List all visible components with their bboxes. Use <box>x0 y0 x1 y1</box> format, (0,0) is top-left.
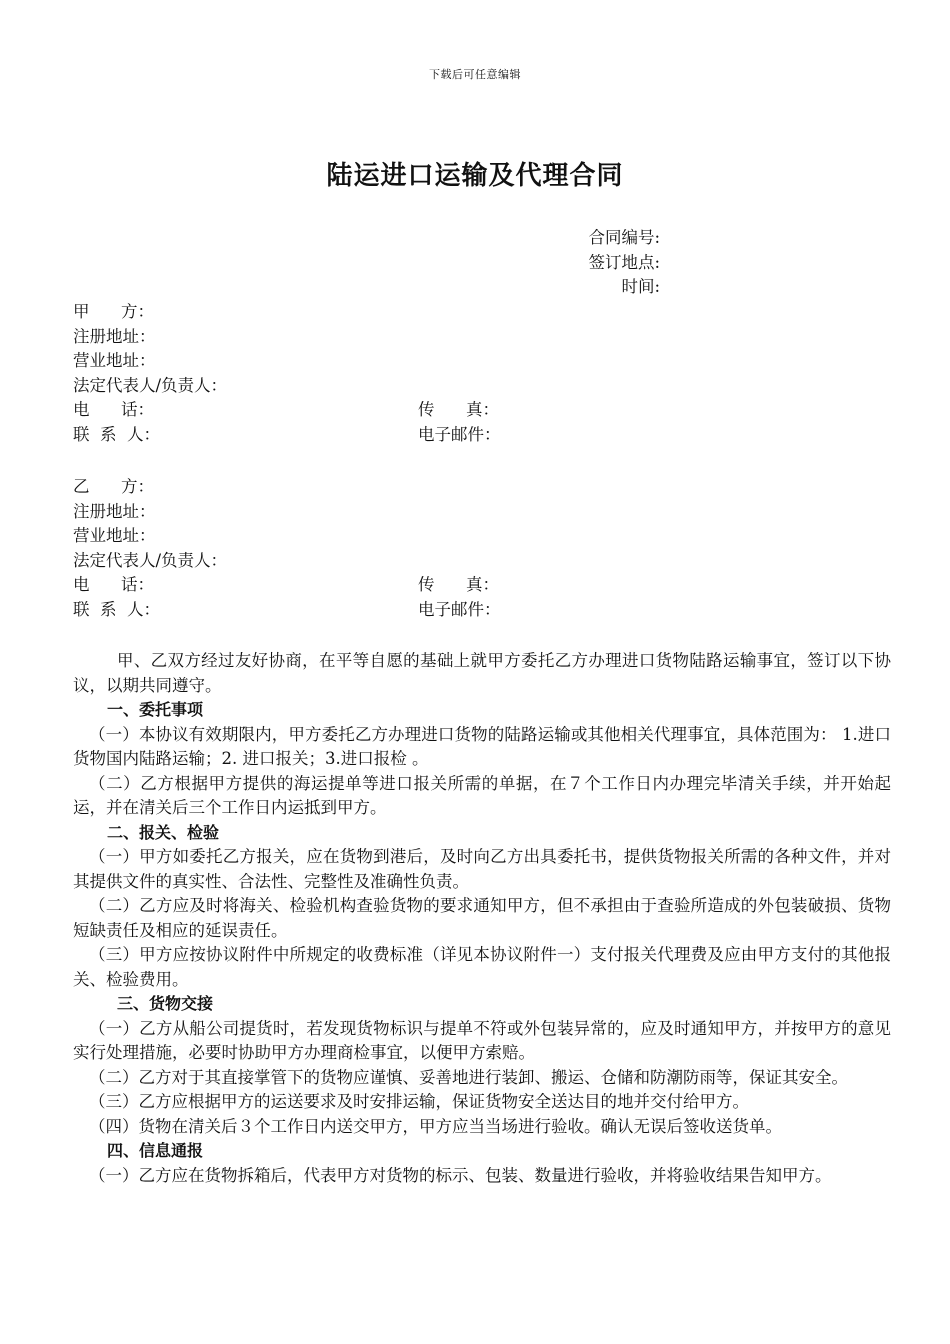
section-4-heading: 四、信息通报 <box>107 1141 204 1160</box>
party-a-email: 电子邮件： <box>418 424 501 444</box>
sign-place-label: 签订地点: <box>588 252 660 272</box>
section-1-clause-1: （一）本协议有效期限内，甲方委托乙方办理进口货物的陆路运输或其他相关代理事宜，具体范围为： 1.进口货物国内陆路运输；2. 进口报关；3.进口报检 。 <box>73 724 891 768</box>
party-b-block <box>73 475 533 622</box>
section-3-clause-2: （二）乙方对于其直接掌管下的货物应谨慎、妥善地进行装卸、搬运、仓储和防潮防雨等，保证其安全。 <box>89 1067 848 1087</box>
contract-body <box>73 649 891 1188</box>
contract-meta <box>560 226 660 300</box>
section-3-clause-3: （三）乙方应根据甲方的运送要求及时安排运输，保证货物安全送达目的地并交付给甲方。 <box>89 1092 749 1111</box>
party-a-reg-address: 注册地址： <box>73 326 156 346</box>
section-1-heading: 一、委托事项 <box>107 700 204 719</box>
section-2-clause-3: （三）甲方应按协议附件中所规定的收费标准（详见本协议附件一）支付报关代理费及应由甲方支付的其他报关、检验费用。 <box>73 945 891 989</box>
section-3-clause-4: （四）货物在清关后３个工作日内送交甲方，甲方应当当场进行验收。确认无误后签收送货单。 <box>89 1116 782 1136</box>
intro-paragraph: 甲、乙双方经过友好协商，在平等自愿的基础上就甲方委托乙方办理进口货物陆路运输事宜，签订以下协议，以期共同遵守。 <box>73 651 891 695</box>
sign-time-label: 时间: <box>621 277 660 296</box>
party-a-block <box>73 300 533 447</box>
party-a-phone-row <box>73 398 533 423</box>
party-a-biz-address: 营业地址： <box>73 351 156 370</box>
party-b-name: 乙 方： <box>73 477 154 496</box>
party-b-reg-address: 注册地址： <box>73 501 156 521</box>
header-note: 下载后可任意编辑 <box>429 68 521 81</box>
section-2-clause-1: （一）甲方如委托乙方报关，应在货物到港后，及时向乙方出具委托书，提供货物报关所需的各种文件，并对其提供文件的真实性、合法性、完整性及准确性负责。 <box>73 847 891 891</box>
contract-number-label: 合同编号: <box>588 228 660 247</box>
party-b-fax: 传 真： <box>418 575 499 594</box>
section-4-clause-1: （一）乙方应在货物拆箱后，代表甲方对货物的标示、包装、数量进行验收，并将验收结果告知甲方。 <box>89 1165 832 1185</box>
party-b-contact: 联 系 人： <box>73 599 160 619</box>
document-title: 陆运进口运输及代理合同 <box>326 161 624 191</box>
section-1-clause-2: （二）乙方根据甲方提供的海运提单等进口报关所需的单据，在７个工作日内办理完毕清关手续，并开始起运，并在清关后三个工作日内运抵到甲方。 <box>73 773 891 817</box>
party-b-email: 电子邮件： <box>418 599 501 619</box>
party-b-legal-rep: 法定代表人/负责人： <box>73 550 228 570</box>
section-3-heading: 三、货物交接 <box>117 994 214 1013</box>
section-2-heading: 二、报关、检验 <box>107 822 220 842</box>
section-2-clause-2: （二）乙方应及时将海关、检验机构查验货物的要求通知甲方，但不承担由于查验所造成的外包装破损、货物短缺责任及相应的延误责任。 <box>73 896 891 940</box>
party-b-phone-row <box>73 573 533 598</box>
party-a-contact: 联 系 人： <box>73 424 160 444</box>
section-3-clause-1: （一）乙方从船公司提货时，若发现货物标识与提单不符或外包装异常的，应及时通知甲方，并按甲方的意见实行处理措施，必要时协助甲方办理商检事宜，以便甲方索赔。 <box>73 1018 891 1062</box>
party-a-legal-rep: 法定代表人/负责人： <box>73 375 228 395</box>
party-a-name: 甲 方： <box>73 302 154 321</box>
party-b-contact-row <box>73 598 533 623</box>
party-b-phone: 电 话： <box>73 575 154 594</box>
party-a-contact-row <box>73 423 533 448</box>
party-a-fax: 传 真： <box>418 400 499 419</box>
party-b-biz-address: 营业地址： <box>73 526 156 545</box>
party-a-phone: 电 话： <box>73 400 154 419</box>
